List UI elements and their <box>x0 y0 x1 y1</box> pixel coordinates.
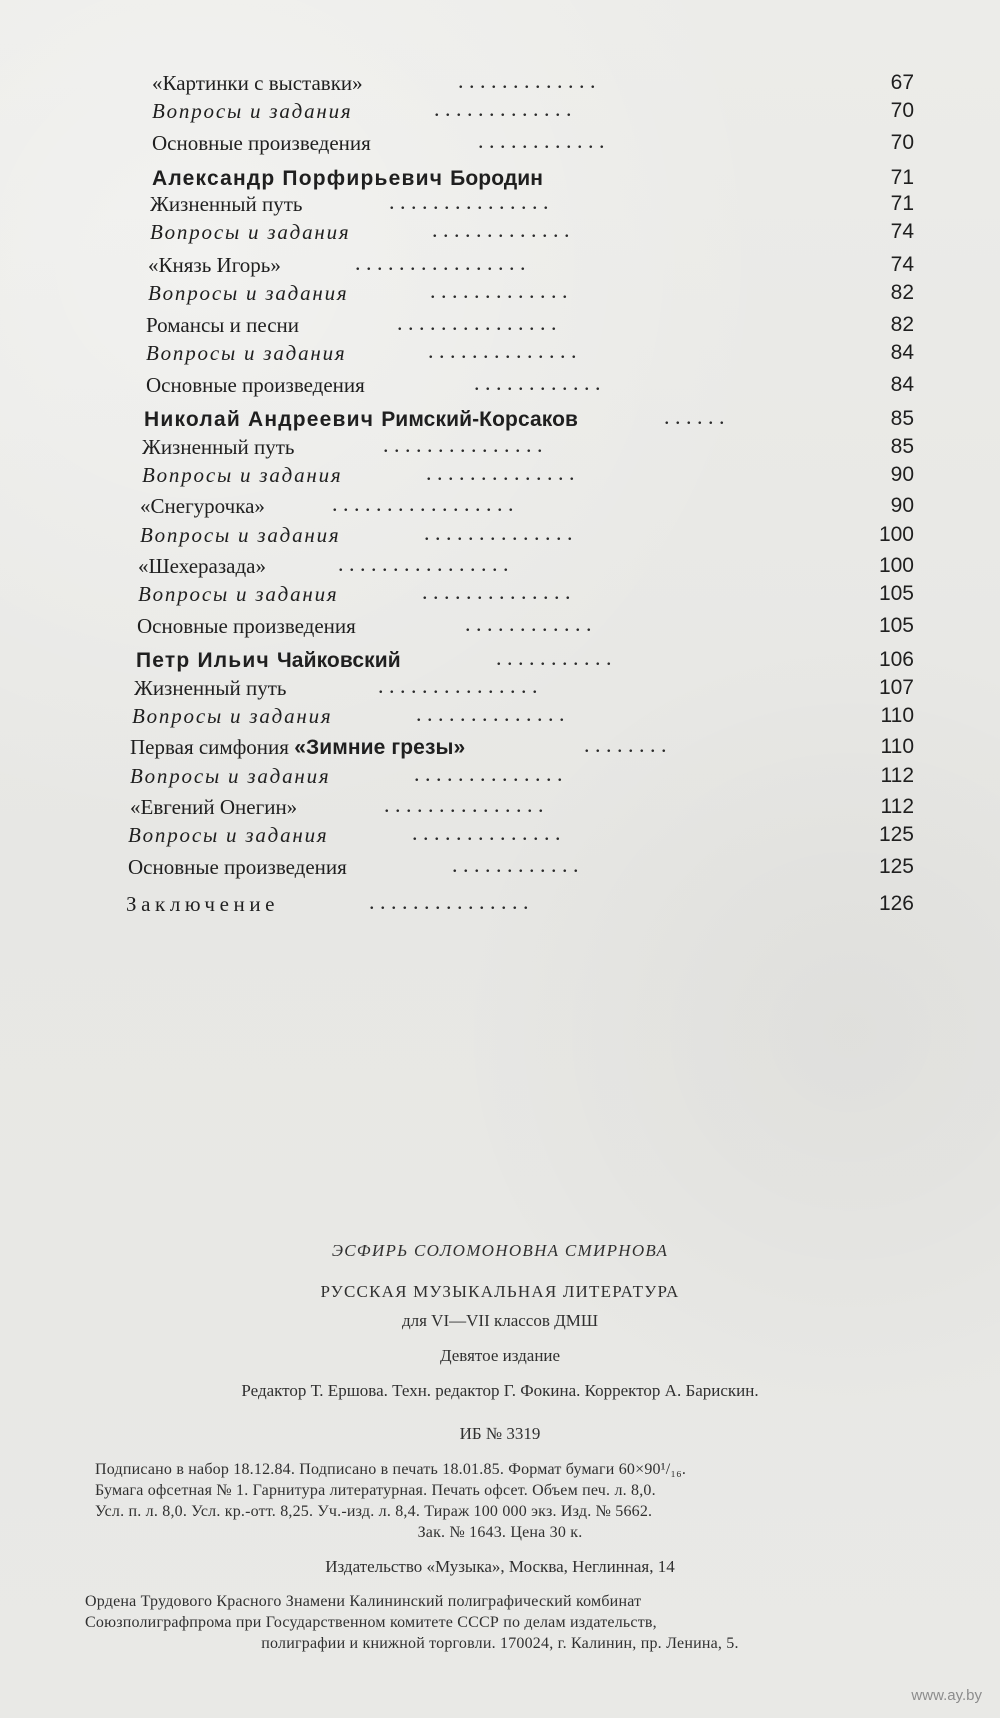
toc-page-number: 105 <box>878 614 914 637</box>
toc-page-number: 84 <box>890 373 914 396</box>
toc-entry <box>0 278 1000 308</box>
toc-entry-title: Основные произведения <box>128 855 347 879</box>
toc-entry-title: Романсы и песни <box>146 313 300 337</box>
toc-page-number: 110 <box>880 704 914 727</box>
toc-entry <box>0 889 1000 919</box>
imprint-ib: ИБ № 3319 <box>459 1424 541 1443</box>
toc-entry <box>0 96 1000 126</box>
imprint-publisher: Издательство «Музыка», Москва, Неглинная, 14 <box>325 1557 675 1576</box>
toc-page-number: 112 <box>880 795 914 818</box>
toc-entry <box>0 338 1000 368</box>
toc-page-number: 82 <box>890 313 914 336</box>
toc-entry-title: Основные произведения <box>137 614 356 638</box>
toc-page-number: 100 <box>878 523 914 546</box>
toc-entry-title: «Картинки с выставки» <box>152 71 363 95</box>
toc-dot-leader: . . . . . . . . . . . . . . . . <box>338 551 509 576</box>
imprint-title: РУССКАЯ МУЗЫКАЛЬНАЯ ЛИТЕРАТУРА <box>320 1282 680 1301</box>
imprint-technical-line: Зак. № 1643. Цена 30 к. <box>417 1524 583 1541</box>
toc-entry-title: «Князь Игорь» <box>148 253 281 277</box>
toc-entry <box>0 217 1000 247</box>
toc-entry-title: Вопросы и задания <box>142 463 343 487</box>
toc-entry-title: Основные произведения <box>146 373 365 397</box>
toc-entry-title: Вопросы и задания <box>140 523 341 547</box>
toc-entry-title: Основные произведения <box>152 131 371 155</box>
toc-dot-leader: . . . . . . . . . . . . . <box>432 217 570 242</box>
toc-entry-title: «Шехеразада» <box>138 554 266 578</box>
toc-dot-leader: . . . . . . . . . . . . <box>452 852 579 877</box>
toc-entry-title <box>136 645 401 676</box>
toc-dot-leader: . . . . . . . . . . . . . <box>430 278 568 303</box>
imprint-printing-line: полиграфии и книжной торговли. 170024, г. Калинин, пр. Ленина, 5. <box>261 1635 739 1652</box>
toc-entry-title: Вопросы и задания <box>148 281 349 305</box>
toc-entry-title-part: Николай Андреевич <box>144 408 382 431</box>
toc-dot-leader: . . . . . . . . . . . . . . . <box>378 673 538 698</box>
toc-entry <box>0 701 1000 731</box>
toc-entry-title: Жизненный путь <box>134 676 287 700</box>
toc-page-number: 125 <box>878 855 914 878</box>
toc-dot-leader: . . . . . . . . . . . . . . . . . <box>332 491 514 516</box>
toc-page-number: 100 <box>878 554 914 577</box>
toc-page-number: 126 <box>878 892 914 915</box>
toc-page-number: 71 <box>890 192 914 215</box>
toc-entry <box>0 128 1000 158</box>
toc-dot-leader: . . . . . . . . . . . . . . <box>416 701 565 726</box>
imprint-section <box>0 1240 1000 1670</box>
imprint-technical-line: Усл. п. л. 8,0. Усл. кр.-отт. 8,25. Уч.-изд. л. 8,4. Тираж 100 000 экз. Изд. № 5662. <box>95 1503 653 1520</box>
toc-page-number: 112 <box>880 764 914 787</box>
toc-entry-title-part: Чайковский <box>276 649 401 672</box>
imprint-author: ЭСФИРЬ СОЛОМОНОВНА СМИРНОВА <box>331 1241 669 1260</box>
toc-entry <box>0 520 1000 550</box>
toc-entry-title: Вопросы и задания <box>128 823 329 847</box>
toc-dot-leader: . . . . . . <box>664 404 725 429</box>
toc-page-number: 85 <box>890 407 914 430</box>
toc-dot-leader: . . . . . . . . . . . . <box>474 370 601 395</box>
toc-page-number: 85 <box>890 435 914 458</box>
toc-entry-title-part: Александр Порфирьевич <box>152 167 451 190</box>
imprint-subtitle: для VI—VII классов ДМШ <box>401 1311 598 1330</box>
toc-entry-title: Заключение <box>126 892 280 916</box>
toc-dot-leader: . . . . . . . . . . . . . . <box>424 520 573 545</box>
toc-page-number: 105 <box>878 582 914 605</box>
toc-entry-title: Вопросы и задания <box>150 220 351 244</box>
imprint-printing-line: Союзполиграфпрома при Государственном комитете СССР по делам издательств, <box>85 1614 657 1631</box>
toc-page-number: 90 <box>890 494 914 517</box>
toc-entry-title: Жизненный путь <box>142 435 295 459</box>
toc-dot-leader: . . . . . . . . . . . . . . <box>412 820 561 845</box>
toc-dot-leader: . . . . . . . . . . . . . . <box>426 460 575 485</box>
toc-dot-leader: . . . . . . . . . . . . . . <box>422 579 571 604</box>
imprint-technical-line: Бумага офсетная № 1. Гарнитура литературная. Печать офсет. Объем печ. л. 8,0. <box>95 1482 656 1499</box>
toc-dot-leader: . . . . . . . . . . . . . . . . <box>355 250 526 275</box>
toc-entry-title: Жизненный путь <box>150 192 303 216</box>
toc-dot-leader: . . . . . . . . . . . . . . . <box>383 432 543 457</box>
toc-dot-leader: . . . . . . . . . . . . . . . <box>397 310 557 335</box>
imprint-printing-line: Ордена Трудового Красного Знамени Калининский полиграфический комбинат <box>85 1593 642 1610</box>
toc-entry <box>0 491 1000 521</box>
toc-entry <box>0 611 1000 641</box>
watermark: www.ay.by <box>911 1687 982 1704</box>
imprint-technical-line: Подписано в набор 18.12.84. Подписано в печать 18.01.85. Формат бумаги 60×90¹/₁₆. <box>95 1461 687 1478</box>
toc-dot-leader: . . . . . . . . . . . . <box>465 611 592 636</box>
toc-dot-leader: . . . . . . . . . . . . . . . <box>369 889 529 914</box>
toc-page-number: 70 <box>890 131 914 154</box>
toc-entry-title: Вопросы и задания <box>132 704 333 728</box>
toc-dot-leader: . . . . . . . . . . . . . <box>434 96 572 121</box>
toc-entry-title: Вопросы и задания <box>152 99 353 123</box>
toc-page-number: 74 <box>890 253 914 276</box>
toc-page-number: 74 <box>890 220 914 243</box>
toc-entry-title-part: Бородин <box>450 167 544 190</box>
toc-dot-leader: . . . . . . . . . . . . . . <box>428 338 577 363</box>
toc-entry <box>0 732 1000 762</box>
toc-entry-title: Вопросы и задания <box>138 582 339 606</box>
toc-page-number: 84 <box>890 341 914 364</box>
toc-dot-leader: . . . . . . . . . . . <box>496 645 612 670</box>
toc-page-number: 90 <box>890 463 914 486</box>
toc-page-number: 82 <box>890 281 914 304</box>
toc-page-number: 110 <box>880 735 914 758</box>
toc-dot-leader: . . . . . . . . . . . . . . . <box>389 189 549 214</box>
toc-page-number: 107 <box>878 676 914 699</box>
toc-entry <box>0 852 1000 882</box>
toc-entry-title-part: Римский-Корсаков <box>381 408 579 431</box>
toc-page-number: 70 <box>890 99 914 122</box>
imprint-editors: Редактор Т. Ершова. Техн. редактор Г. Фокина. Корректор А. Барискин. <box>241 1381 759 1400</box>
toc-entry-title: Вопросы и задания <box>130 764 331 788</box>
toc-page-number: 71 <box>890 166 914 189</box>
toc-entry <box>0 460 1000 490</box>
toc-page-number: 67 <box>890 71 914 94</box>
toc-entry-title-part: Петр Ильич <box>136 649 277 672</box>
toc-entry-title-part: «Зимние грезы» <box>294 736 466 759</box>
toc-entry <box>0 820 1000 850</box>
toc-entry-title: Вопросы и задания <box>146 341 347 365</box>
toc-entry-title: «Снегурочка» <box>140 494 265 518</box>
toc-page-number: 106 <box>878 648 914 671</box>
toc-dot-leader: . . . . . . . . . . . . . . . <box>384 792 544 817</box>
toc-dot-leader: . . . . . . . . . . . . . <box>458 68 596 93</box>
toc-entry-title: «Евгений Онегин» <box>130 795 298 819</box>
toc-entry <box>0 761 1000 791</box>
toc-entry <box>0 579 1000 609</box>
toc-entry-title-part: Первая симфония <box>130 735 295 759</box>
toc-entry <box>0 370 1000 400</box>
toc-page-number: 125 <box>878 823 914 846</box>
toc-dot-leader: . . . . . . . . <box>584 732 667 757</box>
toc-dot-leader: . . . . . . . . . . . . <box>478 128 605 153</box>
imprint-edition: Девятое издание <box>439 1346 561 1365</box>
toc-dot-leader: . . . . . . . . . . . . . . <box>414 761 563 786</box>
